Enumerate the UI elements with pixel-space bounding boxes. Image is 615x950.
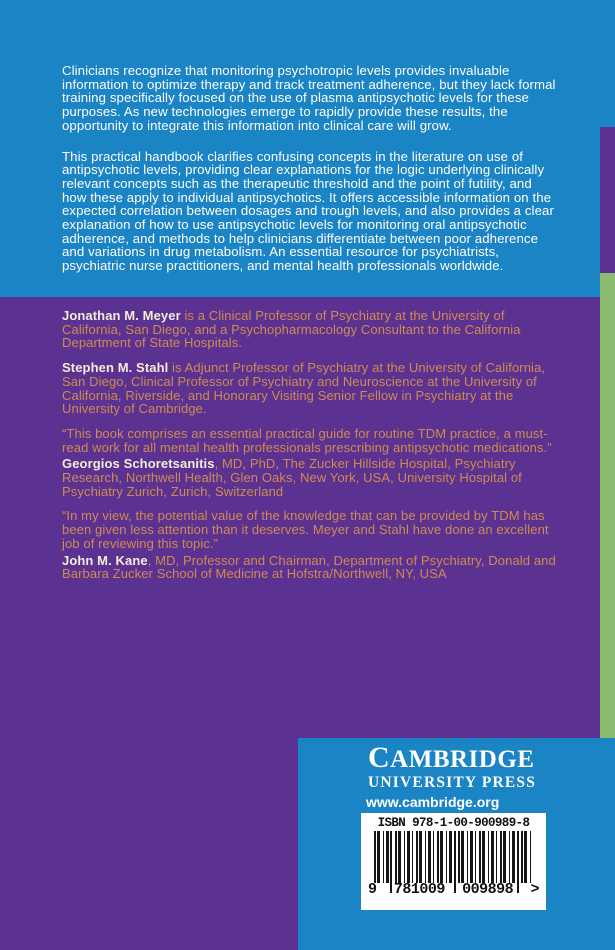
barcode-digit-group-1: 781009 (393, 881, 445, 898)
cambridge-logo (366, 741, 537, 810)
endorser-name-schoretsanitis: Georgios Schoretsanitis (62, 456, 215, 472)
barcode-arrow: > (530, 881, 539, 898)
synopsis-paragraph-1: Clinicians recognize that monitoring psychotropic levels provides invaluable information to optimize therapy and track treatment adherence, but they lack formal training specifically focused on the use of plasma antipsychotic levels for these purposes. As new technologies emerge to rapidly provide these results, the opportunity to integrate this information into clinical care will grow. (62, 63, 556, 133)
publisher-panel (298, 738, 615, 950)
edge-strip-green (600, 273, 615, 738)
endorsement-quote-1: “This book comprises an essential practical guide for routine TDM practice, a must-read work for all mental health professionals prescribing antipsychotic medications.” (62, 425, 552, 455)
author-bio-stahl (62, 361, 557, 416)
author-bio-stahl-text: is Adjunct Professor of Psychiatry at the University of California, San Diego, Clinical Professor of Psychiatry and Neuroscience at the University of California, Riverside, and Honorary Visiting Senior Fellow in Psychiatry at the University of Cambridge. (62, 360, 546, 417)
barcode-digits (368, 881, 539, 898)
author-endorsement-section (0, 297, 615, 738)
publisher-imprint: UNIVERSITY PRESS (368, 774, 537, 791)
endorser-name-kane: John M. Kane (62, 552, 148, 568)
endorsement-quote-2: “In my view, the potential value of the knowledge that can be provided by TDM has been given less attention than it deserves. Meyer and Stahl have done an excellent job of reviewing this topic.” (62, 508, 549, 551)
barcode-digit-lead: 9 (368, 881, 377, 898)
isbn-text: ISBN 978-1-00-900989-8 (377, 816, 530, 830)
endorser-affiliation-kane: , MD, Professor and Chairman, Department of Psychiatry, Donald and Barbara Zucker School of Medicine at Hofstra/Northwell, NY, USA (62, 552, 556, 582)
publisher-name: CAMBRIDGE (368, 741, 535, 774)
barcode-digit-group-2: 009898 (462, 881, 514, 898)
endorsement-attribution-2 (62, 554, 557, 581)
barcode (368, 831, 539, 899)
author-bio-meyer-text: is a Clinical Professor of Psychiatry at the University of California, San Diego, and a Psychopharmacology Consultant to the California Department of State Hospitals. (62, 308, 521, 351)
author-name-stahl: Stephen M. Stahl (62, 360, 169, 376)
publisher-website: www.cambridge.org (366, 794, 500, 810)
endorser-affiliation-schoretsanitis: , MD, PhD, The Zucker Hillside Hospital, Psychiatry Research, Northwell Health, Glen Oaks, New York, USA, University Hospital of Psychiatry Zurich, Zurich, Switzerland (62, 456, 522, 499)
endorsement-attribution-1 (62, 457, 557, 498)
synopsis-paragraph-2: This practical handbook clarifies confusing concepts in the literature on use of antipsychotic levels, providing clear explanations for the logic underlying clinically relevant concepts such as the therapeutic threshold and the point of futility, and how these apply to individual antipsychotics. It offers accessible information on the expected correlation between dosages and trough levels, and also provides a clear explanation of how to use antipsychotic levels for monitoring oral antipsychotic adherence, and methods to help clinicians differentiate between poor adherence and variations in drug metabolism. An essential resource for psychiatrists, psychiatric nurse practitioners, and mental health professionals worldwide. (62, 148, 554, 274)
author-name-meyer: Jonathan M. Meyer (62, 308, 181, 323)
synopsis-section (0, 0, 615, 297)
isbn-label (361, 813, 546, 910)
edge-strip-purple (600, 127, 615, 273)
author-bio-meyer (62, 309, 557, 350)
